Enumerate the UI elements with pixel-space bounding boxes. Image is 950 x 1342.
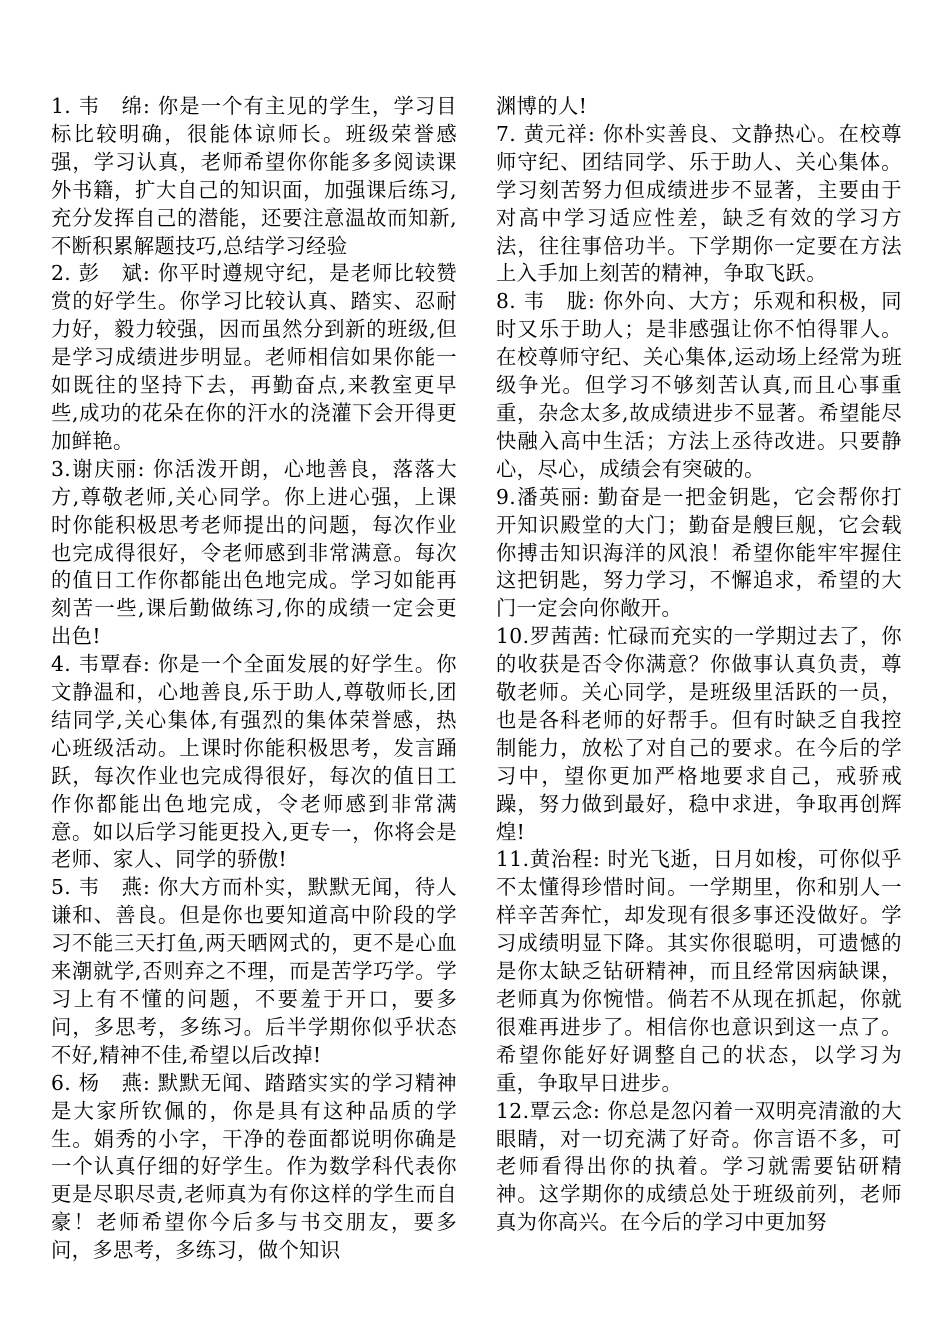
comment-huang-yuanxiang: 7. 黄元祥: 你朴实善良、文静热心。在校尊师守纪、团结同学、乐于助人、关心集体。学习刻苦努力但成绩进步不显著，主要由于对高中学习适应性差，缺乏有效的学习方法，往往事倍功半。下学期你一定要在方法上入手加上刻苦的精神，争取飞跃。 bbox=[496, 121, 902, 286]
comment-peng-bin: 2. 彭 斌: 你平时遵规守纪，是老师比较赞赏的好学生。你学习比较认真、踏实、忍耐力好，毅力较强，因而虽然分到新的班级,但是学习成绩进步明显。老师相信如果你能一如既往的坚持下去，再勤奋点,来教室更早些,成功的花朵在你的汗水的浇灌下会开得更加鲜艳。 bbox=[51, 261, 457, 453]
comment-huang-zhicheng: 11.黄治程: 时光飞逝，日月如梭，可你似乎不太懂得珍惜时间。一学期里，你和别人一样辛苦奔忙，却发现有很多事还没做好。学习成绩明显下降。其实你很聪明，可遗憾的是你太缺乏钻研精神，而且经常因病缺课，老师真为你惋惜。倘若不从现在抓起，你就很难再进步了。相信你也意识到这一点了。希望你能好好调整自己的状态，以学习为重，争取早日进步。 bbox=[496, 847, 902, 1095]
right-column bbox=[496, 93, 902, 1237]
comment-wei-mian: 1. 韦 绵: 你是一个有主见的学生，学习目标比较明确，很能体谅师长。班级荣誉感强，学习认真，老师希望你你能多多阅读课外书籍，扩大自己的知识面，加强课后练习,充分发挥自己的潜能，还要注意温故而知新,不断积累解题技巧,总结学习经验 bbox=[51, 94, 457, 258]
comment-wei-tanchun: 4. 韦覃春: 你是一个全面发展的好学生。你文静温和，心地善良,乐于助人,尊敬师长,团结同学,关心集体,有强烈的集体荣誉感，热心班级活动。上课时你能积极思考，发言踊跃，每次作业也完成得很好，每次的值日工作你都能出色地完成，令老师感到非常满意。如以后学习能更投入,更专一，你将会是老师、家人、同学的骄傲! bbox=[51, 652, 457, 872]
comment-luo-xixi: 10.罗茜茜: 忙碌而充实的一学期过去了，你的收获是否令你满意？你做事认真负责，尊敬老师。关心同学，是班级里活跃的一员，也是各科老师的好帮手。但有时缺乏自我控制能力，放松了对自己的要求。在今后的学习中，望你更加严格地要求自己，戒骄戒躁，努力做到最好，稳中求进，争取再创辉煌! bbox=[496, 624, 902, 844]
comment-wei-yan: 5. 韦 燕: 你大方而朴实，默默无闻，待人谦和、善良。但是你也要知道高中阶段的学习不能三天打鱼,两天晒网式的，更不是心血来潮就学,否则弃之不理，而是苦学巧学。学习上有不懂的问题，不要羞于开口，要多问，多思考，多练习。后半学期你似乎状态不好,精神不佳,希望以后改掉! bbox=[51, 875, 457, 1067]
left-column bbox=[51, 93, 457, 1265]
comment-pan-yingli: 9.潘英丽: 勤奋是一把金钥匙，它会帮你打开知识殿堂的大门；勤奋是艘巨舰，它会载你搏击知识海洋的风浪！希望你能牢牢握住这把钥匙，努力学习，不懈追求，希望的大门一定会向你敞开。 bbox=[496, 484, 902, 621]
comment-yang-yan-continued: 渊博的人! bbox=[496, 94, 588, 118]
comment-yang-yan: 6. 杨 燕: 默默无闻、踏踏实实的学习精神是大家所钦佩的，你是具有这种品质的学生。娟秀的小字，干净的卷面都说明你确是一个认真仔细的好学生。作为数学科代表你更是尽职尽责,老师真为有你这样的学生而自豪！老师希望你今后多与书交朋友，要多问，多思考，多练习，做个知识 bbox=[51, 1070, 457, 1263]
comment-tan-yunnian: 12.覃云念: 你总是忽闪着一双明亮清澈的大眼睛，对一切充满了好奇。你言语不多，可老师看得出你的执着。学习就需要钻研精神。这学期你的成绩总处于班级前列，老师真为你高兴。在今后的学习中更加努 bbox=[496, 1098, 902, 1235]
comment-xie-qingli: 3.谢庆丽: 你活泼开朗，心地善良，落落大方,尊敬老师,关心同学。你上进心强，上课时你能积极思考老师提出的问题，每次作业也完成得很好，令老师感到非常满意。每次的值日工作你都能出色地完成。学习如能再刻苦一些,课后勤做练习,你的成绩一定会更出色! bbox=[51, 456, 457, 649]
comment-wei-long: 8. 韦 胧: 你外向、大方；乐观和积极，同时又乐于助人；是非感强让你不怕得罪人。在校尊师守纪、关心集体,运动场上经常为班级争光。但学习不够刻苦认真,而且心事重重，杂念太多,故成绩进步不显著。希望能尽快融入高中生活；方法上丞待改进。只要静心，尽心，成绩会有突破的。 bbox=[496, 289, 902, 481]
